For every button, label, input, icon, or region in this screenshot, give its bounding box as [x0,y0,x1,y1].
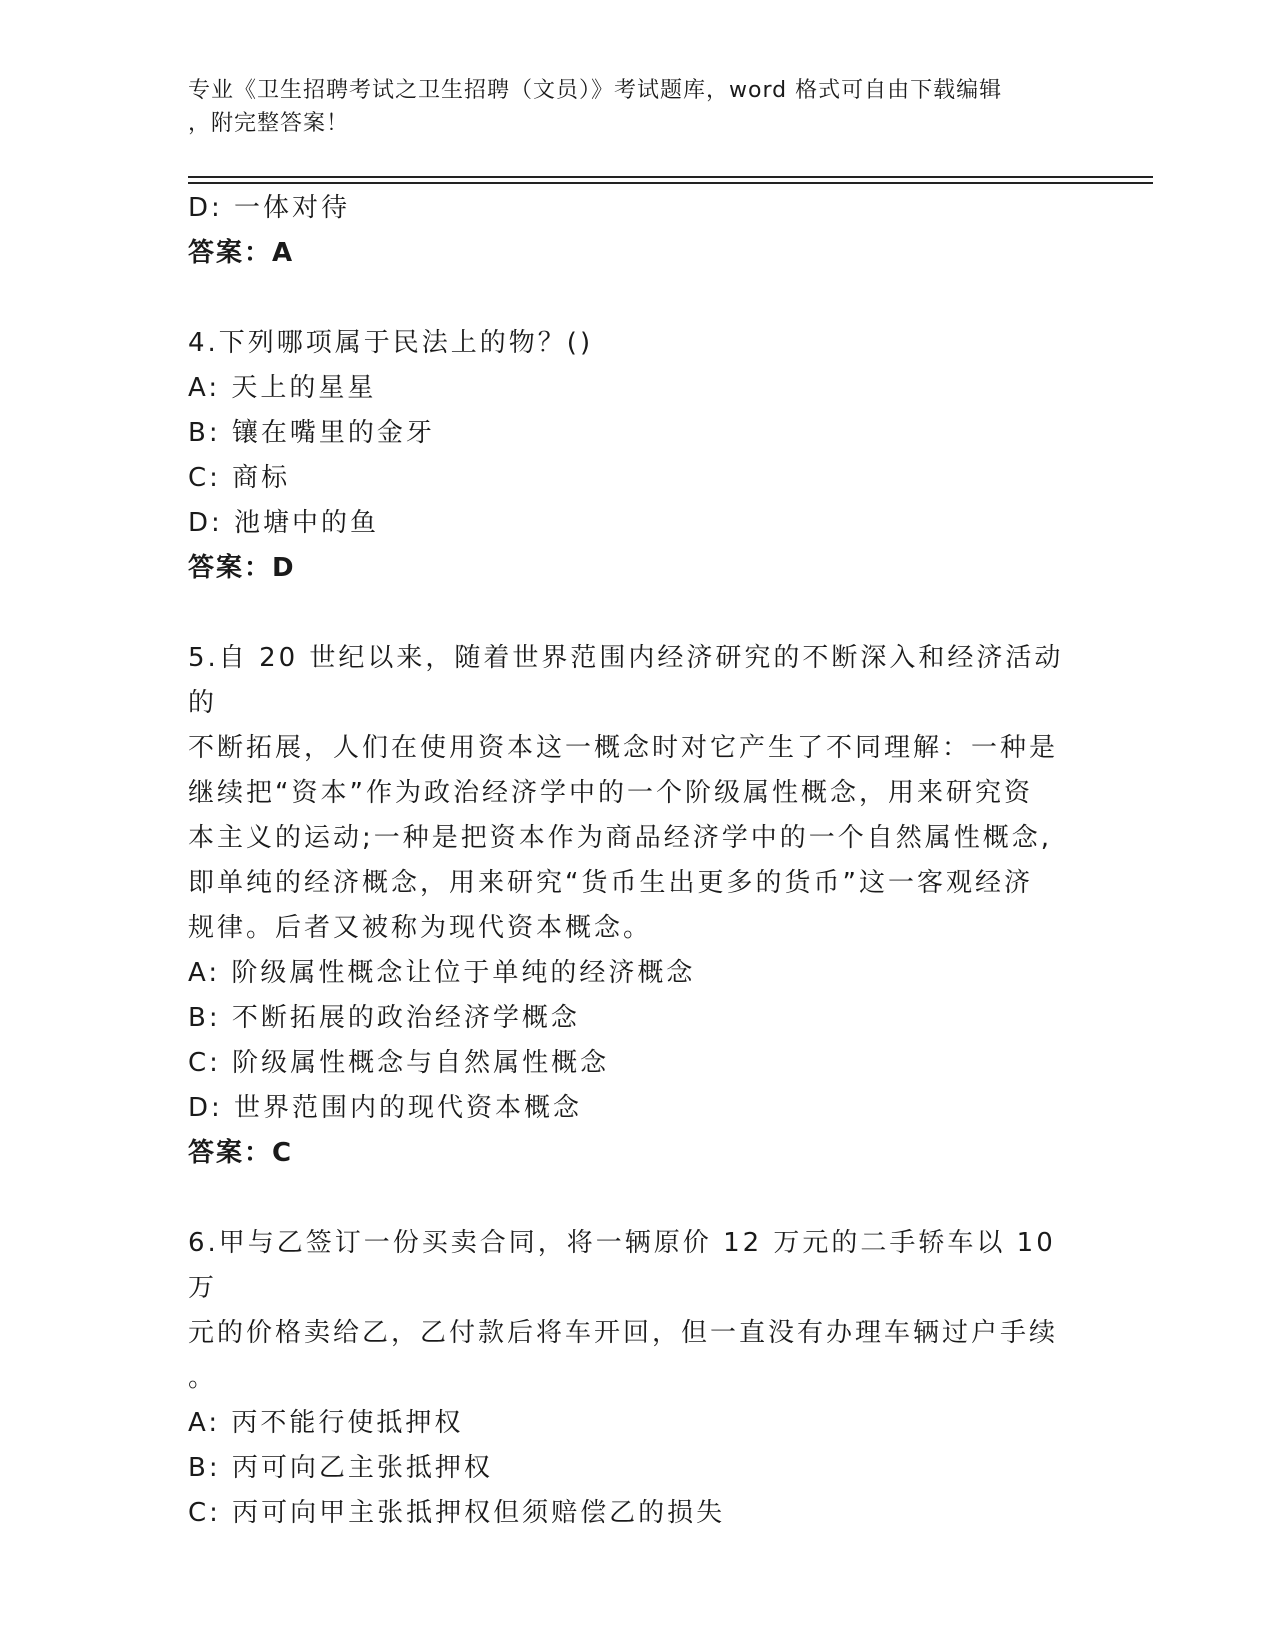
option-c: C: 阶级属性概念与自然属性概念 [188,1048,610,1078]
option-b: B: 丙可向乙主张抵押权 [188,1453,493,1483]
option-a: A: 天上的星星 [188,373,377,403]
question-stem-line: 5.自 20 世纪以来，随着世界范围内经济研究的不断深入和经济活动的 [188,643,1064,718]
spacer [188,1176,1088,1221]
question-stem-line: 。 [188,1363,218,1393]
question-stem-line: 本主义的运动;一种是把资本作为商品经济学中的一个自然属性概念, [188,823,1053,853]
option-c: C: 丙可向甲主张抵押权但须赔偿乙的损失 [188,1498,726,1528]
header-divider-bottom [188,182,1153,184]
question-6 [188,1221,1088,1536]
option-b: B: 镶在嘴里的金牙 [188,418,435,448]
question-5 [188,636,1088,1176]
header-title-line-2: ，附完整答案！ [188,111,350,136]
option-b: B: 不断拓展的政治经济学概念 [188,1003,580,1033]
option-a: A: 阶级属性概念让位于单纯的经济概念 [188,958,696,988]
option-d: D: 世界范围内的现代资本概念 [188,1093,583,1123]
question-3-tail [188,186,1088,276]
question-stem: 4.下列哪项属于民法上的物？() [188,328,594,358]
option-d: D: 池塘中的鱼 [188,508,380,538]
option-c: C: 商标 [188,463,291,493]
answer: 答案：A [188,238,295,268]
question-4 [188,321,1088,591]
question-list [188,186,1088,1536]
document-header [188,74,1088,140]
answer: 答案：C [188,1138,294,1168]
question-stem-line: 6.甲与乙签订一份买卖合同，将一辆原价 12 万元的二手轿车以 10 万 [188,1228,1056,1303]
header-title-line-1: 专业《卫生招聘考试之卫生招聘（文员）》考试题库，word 格式可自由下载编辑 [188,78,1003,103]
question-stem-line: 继续把“资本”作为政治经济学中的一个阶级属性概念，用来研究资 [188,778,1033,808]
question-stem-line: 元的价格卖给乙，乙付款后将车开回，但一直没有办理车辆过户手续 [188,1318,1059,1348]
option-a: A: 丙不能行使抵押权 [188,1408,464,1438]
option-d: D: 一体对待 [188,193,351,223]
header-divider-top [188,176,1153,178]
question-stem-line: 不断拓展，人们在使用资本这一概念时对它产生了不同理解：一种是 [188,733,1059,763]
question-stem-line: 即单纯的经济概念，用来研究“货币生出更多的货币”这一客观经济 [188,868,1033,898]
question-stem-line: 规律。后者又被称为现代资本概念。 [188,913,653,943]
spacer [188,276,1088,321]
spacer [188,591,1088,636]
answer: 答案：D [188,553,296,583]
